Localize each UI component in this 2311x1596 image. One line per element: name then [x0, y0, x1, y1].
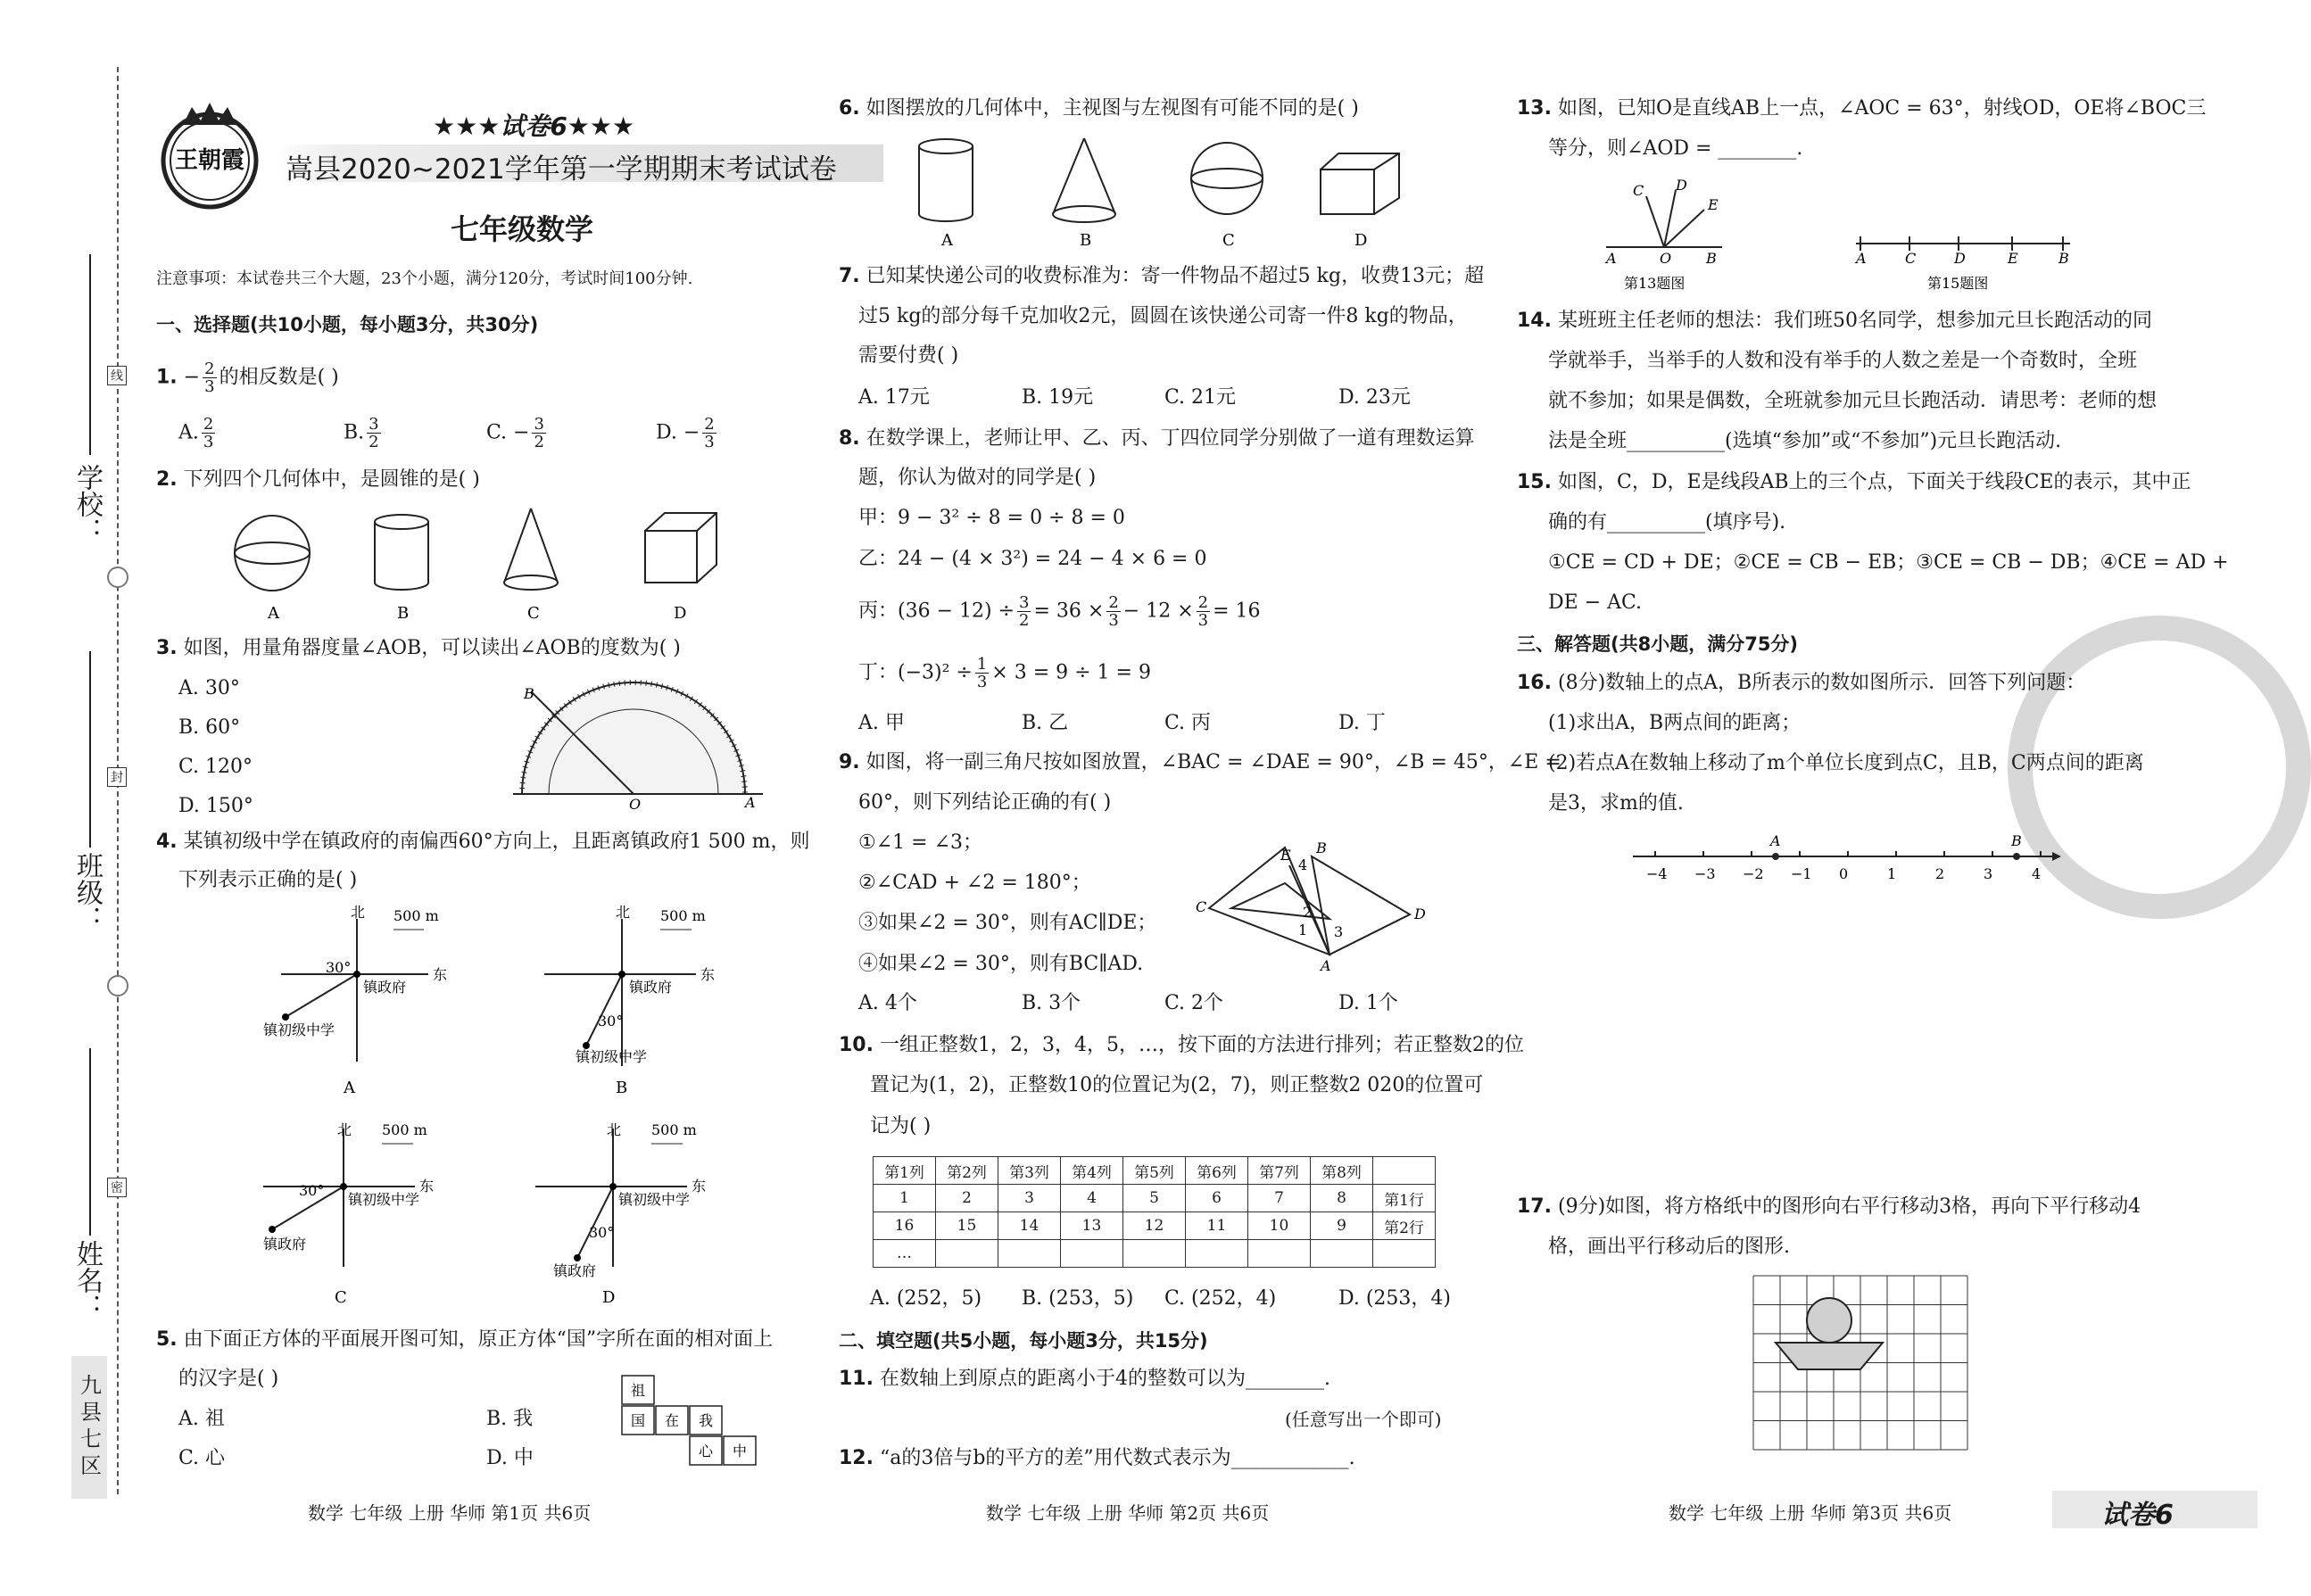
- q7-option-d[interactable]: D. 23元: [1338, 386, 1411, 409]
- q8-ding: 丁：(−3)² ÷ $\frac{1}{3}$ × 3 = 9 ÷ 1 = 9: [858, 655, 1151, 691]
- svg-text:镇初级中学: 镇初级中学: [576, 1048, 648, 1065]
- exam-title: 嵩县2020~2021学年第一学期期末考试试卷: [286, 153, 837, 186]
- q5-stem-1: 5. 由下面正方体的平面展开图可知，原正方体“国”字所在面的相对面上: [156, 1328, 774, 1351]
- q5-stem-2: 的汉字是( ): [178, 1368, 279, 1390]
- q15-stem-4: DE − AC.: [1548, 591, 1643, 614]
- svg-text:A: A: [941, 231, 953, 250]
- q11-note: (任意写出一个即可): [1285, 1409, 1442, 1430]
- grid-paper-figure: [1753, 1276, 1972, 1454]
- q3-stem: 3. 如图，用量角器度量∠AOB，可以读出∠AOB的度数为( ): [156, 637, 681, 659]
- svg-text:D: D: [1354, 231, 1368, 250]
- q8-option-b[interactable]: B. 乙: [1022, 712, 1069, 734]
- q15-stem-2: 确的有__________(填序号).: [1548, 511, 1786, 533]
- svg-text:东: 东: [692, 1178, 707, 1195]
- svg-text:东: 东: [419, 1178, 435, 1195]
- svg-text:A: A: [1856, 250, 1867, 267]
- q17-stem-1: 17. (9分)如图，将方格纸中的图形向右平行移动3格，再向下平行移动4: [1517, 1195, 2141, 1218]
- svg-text:镇政府: 镇政府: [263, 1236, 307, 1253]
- name-field[interactable]: [89, 1048, 91, 1236]
- q13-stem-1: 13. 如图，已知O是直线AB上一点，∠AOC = 63°，射线OD，OE将∠BOC三: [1517, 97, 2207, 120]
- seal-char-1: 线: [107, 366, 127, 385]
- q13-q15-figures: [1606, 174, 2159, 299]
- svg-text:B: B: [2058, 250, 2069, 267]
- paper-tag: 试卷6: [2101, 1500, 2174, 1531]
- q8-yi: 乙：24 − (4 × 3²) = 24 − 4 × 6 = 0: [858, 548, 1207, 570]
- q14-stem-1: 14. 某班班主任老师的想法：我们班50名同学，想参加元旦长跑活动的同: [1517, 310, 2152, 332]
- q9-stem-2: 60°，则下列结论正确的有( ): [858, 791, 1112, 814]
- svg-text:祖: 祖: [631, 1382, 646, 1399]
- svg-text:B: B: [1080, 231, 1092, 250]
- svg-text:A: A: [344, 1079, 355, 1097]
- svg-text:第15题图: 第15题图: [1927, 275, 1989, 292]
- q14-stem-4: 法是全班__________(选填“参加”或“不参加”)元旦长跑活动.: [1548, 430, 2062, 452]
- number-line-label: 1: [1887, 865, 1897, 882]
- q9-option-c[interactable]: C. 2个: [1164, 992, 1224, 1014]
- brand-logo-icon: [156, 98, 272, 214]
- q14-stem-2: 学就举手，当举手的人数和没有举手的人数之差是一个奇数时，全班: [1548, 350, 2138, 372]
- svg-text:C: C: [335, 1288, 347, 1307]
- q9-claim-1: ①∠1 = ∠3；: [858, 831, 983, 854]
- svg-text:D: D: [602, 1288, 616, 1307]
- section-2-title: 二、填空题(共5小题，每小题3分，共15分): [839, 1330, 1208, 1352]
- q4-compass-figures: [156, 901, 781, 1316]
- svg-text:A: A: [1606, 250, 1617, 267]
- q9-claim-2: ②∠CAD + ∠2 = 180°；: [858, 872, 1091, 894]
- subject-title: 七年级数学: [451, 212, 594, 246]
- svg-text:D: D: [1414, 906, 1426, 922]
- svg-text:D: D: [1954, 250, 1966, 267]
- svg-text:C: C: [1905, 250, 1917, 267]
- q17-stem-2: 格，画出平行移动后的图形.: [1548, 1236, 1790, 1258]
- svg-text:500 m: 500 m: [660, 907, 706, 924]
- svg-text:B: B: [1316, 839, 1327, 856]
- q11-stem: 11. 在数轴上到原点的距离小于4的整数可以为________.: [839, 1368, 1330, 1390]
- svg-text:2: 2: [1303, 904, 1313, 921]
- q6-solids-figure: [910, 134, 1445, 254]
- q2-label-c: C: [527, 604, 540, 623]
- q1-option-a[interactable]: A. $\frac{2}{3}$: [178, 415, 214, 451]
- svg-text:北: 北: [351, 904, 366, 921]
- svg-text:1: 1: [1298, 922, 1308, 939]
- svg-text:500 m: 500 m: [393, 907, 439, 924]
- q8-stem-1: 8. 在数学课上，老师让甲、乙、丙、丁四位同学分别做了一道有理数运算: [839, 427, 1475, 450]
- section-3-title: 三、解答题(共8小题，满分75分): [1517, 633, 1799, 655]
- q4-figure-c: [263, 1121, 434, 1307]
- q10-stem-2: 置记为(1，2)，正整数10的位置记为(2，7)，则正整数2 020的位置可: [870, 1074, 1484, 1096]
- q7-stem-1: 7. 已知某快递公司的收费标准为：寄一件物品不超过5 kg，收费13元；超: [839, 265, 1485, 287]
- q2-label-a: A: [268, 604, 279, 623]
- q12-stem: 12. “a的3倍与b的平方的差”用代数式表示为____________.: [839, 1447, 1355, 1469]
- school-label: 学校：: [71, 464, 103, 544]
- q4-stem-1: 4. 某镇初级中学在镇政府的南偏西60°方向上，且距离镇政府1 500 m，则: [156, 831, 810, 853]
- svg-text:D: D: [1676, 177, 1687, 194]
- paper-number: ★★★试卷6★★★: [433, 112, 635, 141]
- q6-stem: 6. 如图摆放的几何体中，主视图与左视图有可能不同的是( ): [839, 97, 1359, 120]
- q1-stem: 1. − $\frac{2}{3}$ 的相反数是( ): [156, 360, 339, 396]
- q9-claim-4: ④如果∠2 = 30°，则有BC∥AD.: [858, 953, 1144, 975]
- svg-text:镇初级中学: 镇初级中学: [348, 1191, 420, 1208]
- svg-text:C: C: [1633, 182, 1644, 199]
- q5-option-c[interactable]: C. 心: [178, 1447, 226, 1469]
- svg-text:我: 我: [699, 1412, 714, 1429]
- svg-text:镇政府: 镇政府: [363, 979, 407, 996]
- number-line-label: −1: [1791, 865, 1812, 882]
- cube-figure: [645, 513, 716, 583]
- q3-option-d[interactable]: D. 150°: [178, 795, 253, 817]
- svg-text:镇初级中学: 镇初级中学: [618, 1191, 691, 1208]
- q2-stem: 2. 下列四个几何体中，是圆锥的是( ): [156, 468, 480, 491]
- q3-option-c[interactable]: C. 120°: [178, 756, 253, 778]
- svg-text:B: B: [524, 685, 534, 702]
- q1-option-d[interactable]: D. − $\frac{2}{3}$: [656, 415, 715, 451]
- q2-label-b: B: [397, 604, 410, 623]
- school-field[interactable]: [89, 254, 91, 455]
- svg-text:3: 3: [1334, 923, 1344, 940]
- seal-char-2: 封: [107, 767, 127, 787]
- number-line-label: −3: [1694, 865, 1716, 882]
- q10-option-b[interactable]: B. (253，5): [1022, 1287, 1134, 1310]
- svg-text:B: B: [616, 1079, 628, 1097]
- q8-stem-2: 题，你认为做对的同学是( ): [858, 467, 1097, 489]
- q9-option-d[interactable]: D. 1个: [1338, 992, 1398, 1014]
- q3-option-a[interactable]: A. 30°: [178, 677, 240, 699]
- q5-option-b[interactable]: B. 我: [486, 1408, 534, 1430]
- q15-stem-1: 15. 如图，C，D，E是线段AB上的三个点，下面关于线段CE的表示，其中正: [1517, 471, 2191, 493]
- triangles-figure: [1196, 839, 1454, 974]
- q8-jia: 甲：9 − 3² ÷ 8 = 0 ÷ 8 = 0: [858, 507, 1125, 529]
- q4-figure-a: [263, 904, 447, 1097]
- q7-option-c[interactable]: C. 21元: [1164, 386, 1237, 409]
- svg-text:30°: 30°: [589, 1224, 615, 1241]
- binding-hole-icon: [107, 566, 128, 588]
- svg-text:E: E: [1280, 847, 1291, 864]
- svg-text:30°: 30°: [299, 1182, 325, 1199]
- svg-text:在: 在: [665, 1412, 680, 1429]
- table-row: 16 15 14 13 12 11 10 9 第2行: [874, 1212, 1436, 1240]
- q16-stem-2: (1)求出A，B两点间的距离；: [1548, 712, 1802, 734]
- number-line-figure: [1633, 830, 2061, 892]
- q8-bing: 丙：(36 − 12) ÷ $\frac{3}{2}$ = 36 × $\frac{2}{3}$ − 12 × $\frac{2}{3}$ = 16: [858, 593, 1261, 630]
- footer-page-3: 数学 七年级 上册 华师 第3页 共6页: [1669, 1502, 1952, 1524]
- q5-option-a[interactable]: A. 祖: [178, 1408, 225, 1430]
- q3-option-b[interactable]: B. 60°: [178, 716, 241, 739]
- q16-stem-3: (2)若点A在数轴上移动了m个单位长度到点C，且B，C两点间的距离: [1548, 752, 2144, 774]
- q7-stem-3: 需要付费( ): [858, 344, 959, 367]
- svg-text:镇政府: 镇政府: [553, 1262, 597, 1279]
- q1-option-b[interactable]: B. $\frac{3}{2}$: [344, 415, 379, 451]
- number-line-label: 3: [1984, 865, 1993, 882]
- q15-stem-3: ①CE = CD + DE；②CE = CB − EB；③CE = CB − DB；④CE = AD +: [1548, 551, 2229, 574]
- svg-text:B: B: [1706, 250, 1717, 267]
- svg-text:镇政府: 镇政府: [629, 979, 673, 996]
- q8-option-d[interactable]: D. 丁: [1338, 712, 1386, 734]
- svg-text:东: 东: [700, 966, 716, 983]
- binding-hole-icon: [107, 975, 128, 996]
- name-label: 姓名：: [71, 1240, 103, 1320]
- q2-solids-figure: [228, 504, 799, 624]
- svg-text:中: 中: [733, 1443, 748, 1460]
- binding-strip: [0, 0, 125, 1596]
- svg-text:国: 国: [631, 1412, 646, 1429]
- q9-option-b[interactable]: B. 3个: [1022, 992, 1081, 1014]
- q7-stem-2: 过5 kg的部分每千克加收2元，圆圆在该快递公司寄一件8 kg的物品，: [858, 305, 1468, 327]
- svg-text:北: 北: [616, 904, 631, 921]
- footer-page-2: 数学 七年级 上册 华师 第2页 共6页: [986, 1502, 1270, 1524]
- number-line-label: 4: [2032, 865, 2042, 882]
- number-line-label: 0: [1839, 865, 1849, 882]
- svg-text:A: A: [1321, 957, 1331, 974]
- svg-text:30°: 30°: [326, 959, 352, 976]
- q7-option-a[interactable]: A. 17元: [858, 386, 930, 409]
- svg-text:东: 东: [433, 966, 448, 983]
- svg-text:B: B: [2011, 832, 2022, 849]
- q2-label-d: D: [674, 604, 687, 623]
- brand-name: 王朝霞: [174, 147, 245, 174]
- number-line-label: 2: [1935, 865, 1945, 882]
- q14-stem-3: 就不参加；如果是偶数，全班就参加元旦长跑活动．请思考：老师的想: [1548, 390, 2158, 412]
- q10-stem-3: 记为( ): [870, 1115, 932, 1137]
- cylinder-figure: [375, 515, 428, 590]
- q9-stem-1: 9. 如图，将一副三角尺按如图放置，∠BAC = ∠DAE = 90°，∠B = 45°，∠E =: [839, 751, 1561, 773]
- seal-char-3: 密: [107, 1178, 127, 1197]
- q4-figure-d: [535, 1121, 706, 1307]
- svg-text:心: 心: [699, 1443, 714, 1460]
- number-line-label: −4: [1646, 865, 1668, 882]
- q8-option-c[interactable]: C. 丙: [1164, 712, 1212, 734]
- q16-stem-4: 是3，求m的值.: [1548, 792, 1684, 815]
- q5-option-d[interactable]: D. 中: [486, 1447, 534, 1469]
- cube-net-figure: [620, 1374, 781, 1472]
- q10-option-d[interactable]: D. (253，4): [1338, 1287, 1451, 1310]
- section-1-title: 一、选择题(共10小题，每小题3分，共30分): [156, 314, 539, 335]
- district-tag: 九县七区: [71, 1356, 107, 1499]
- q4-stem-2: 下列表示正确的是( ): [178, 869, 358, 891]
- svg-text:C: C: [1196, 898, 1207, 915]
- class-field[interactable]: [89, 651, 91, 848]
- svg-text:E: E: [2008, 250, 2018, 267]
- q10-option-a[interactable]: A. (252，5): [870, 1287, 982, 1310]
- svg-text:500 m: 500 m: [651, 1121, 697, 1138]
- table-row: 第1列 第2列 第3列 第4列 第5列 第6列 第7列 第8列: [874, 1157, 1436, 1185]
- q8-option-a[interactable]: A. 甲: [858, 712, 905, 734]
- svg-text:O: O: [1660, 250, 1672, 267]
- q9-claim-3: ③如果∠2 = 30°，则有AC∥DE；: [858, 912, 1157, 934]
- q7-option-b[interactable]: B. 19元: [1022, 386, 1094, 409]
- q10-option-c[interactable]: C. (252，4): [1164, 1287, 1277, 1310]
- svg-text:北: 北: [607, 1121, 622, 1138]
- q10-table: [873, 1156, 1436, 1268]
- svg-text:O: O: [629, 796, 642, 813]
- svg-text:500 m: 500 m: [382, 1121, 427, 1138]
- number-line-label: −2: [1743, 865, 1764, 882]
- svg-text:4: 4: [1298, 856, 1308, 873]
- q16-stem-1: 16. (8分)数轴上的点A，B所表示的数如图所示．回答下列问题：: [1517, 672, 2086, 694]
- cone-figure: [504, 509, 558, 590]
- svg-text:A: A: [1770, 832, 1781, 849]
- q4-figure-b: [544, 904, 715, 1097]
- protractor-figure: [504, 682, 763, 812]
- svg-text:E: E: [1708, 196, 1719, 213]
- q1-option-c[interactable]: C. − $\frac{3}{2}$: [486, 415, 544, 451]
- notice: 注意事项：本试卷共三个大题，23个小题，满分120分，考试时间100分钟.: [156, 269, 693, 288]
- svg-text:C: C: [1222, 231, 1235, 250]
- table-row: 1 2 3 4 5 6 7 8 第1行: [874, 1185, 1436, 1212]
- svg-text:A: A: [745, 794, 756, 811]
- svg-text:第13题图: 第13题图: [1624, 275, 1686, 292]
- class-label: 班级：: [71, 852, 103, 932]
- q10-stem-1: 10. 一组正整数1，2，3，4，5，…，按下面的方法进行排列；若正整数2的位: [839, 1034, 1524, 1056]
- svg-text:北: 北: [337, 1121, 352, 1138]
- sphere-figure: [235, 516, 310, 591]
- svg-text:30°: 30°: [598, 1013, 624, 1030]
- table-row: …: [874, 1240, 1436, 1268]
- q9-option-a[interactable]: A. 4个: [858, 992, 917, 1014]
- footer-page-1: 数学 七年级 上册 华师 第1页 共6页: [308, 1502, 592, 1524]
- svg-text:镇初级中学: 镇初级中学: [263, 1021, 335, 1038]
- q13-stem-2: 等分，则∠AOD = ________.: [1548, 137, 1803, 160]
